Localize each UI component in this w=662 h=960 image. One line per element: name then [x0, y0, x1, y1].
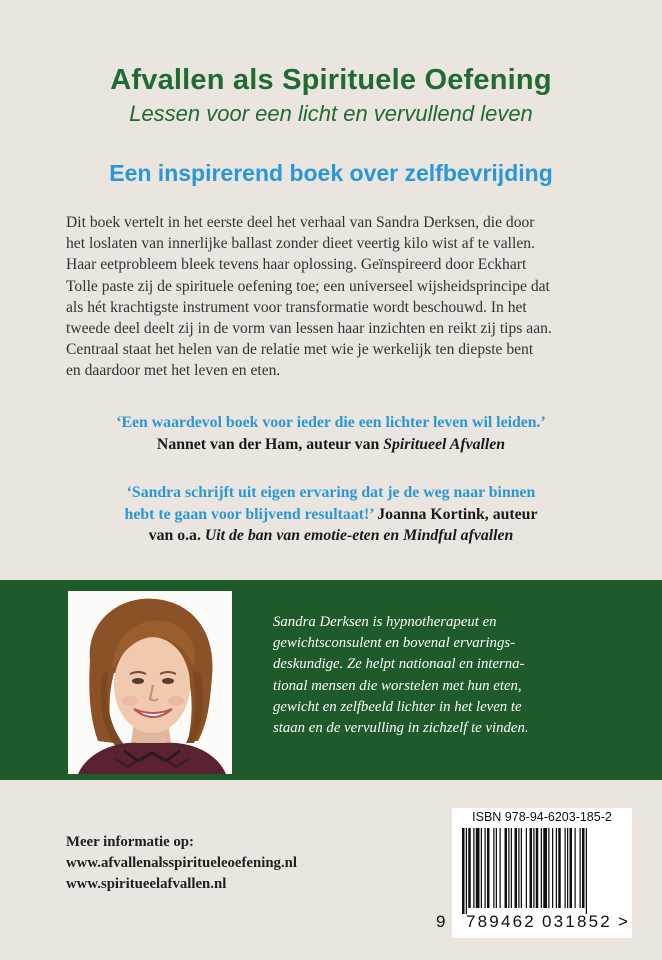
barcode-bar — [518, 828, 519, 908]
barcode-bar — [508, 828, 509, 908]
book-subtitle: Lessen voor een licht en vervullend leven — [129, 101, 533, 126]
barcode-bar — [487, 828, 490, 908]
barcode-bar — [536, 828, 539, 908]
barcode-bar — [500, 828, 501, 908]
quote-attribution — [0, 434, 662, 456]
barcode-bar — [476, 828, 480, 908]
barcode-bar — [552, 828, 553, 908]
barcode-bar — [481, 828, 482, 908]
barcode-bar — [558, 828, 561, 908]
quote-attribution — [0, 525, 662, 547]
barcode-bar — [496, 828, 497, 908]
barcode-bar — [582, 828, 585, 908]
barcode-bar — [541, 828, 542, 908]
quote-author: Nannet van der Ham, auteur van — [156, 435, 384, 453]
barcode-digit-first: 9 — [436, 912, 446, 931]
barcode-digits — [436, 912, 632, 934]
barcode-bar — [580, 828, 581, 908]
barcode-bar — [468, 828, 471, 908]
barcode-bars — [456, 828, 628, 914]
quote-work-title: Uit de ban van emotie-eten en Mindful afvallen — [204, 527, 514, 544]
bio-line: gewicht en zelfbeeld lichter in het leven te — [273, 698, 522, 715]
quote-text-line: ‘Sandra schrijft uit eigen ervaring dat je de weg naar binnen — [126, 484, 536, 501]
barcode-bar — [515, 828, 518, 908]
description-line: Dit boek vertelt in het eerste deel het verhaal van Sandra Derksen, die door — [66, 214, 535, 231]
author-photo — [68, 591, 232, 774]
website-link-1[interactable]: www.afvallenalsspiritueleoefening.nl — [66, 855, 297, 872]
barcode-bar — [575, 828, 576, 908]
barcode-arrow: > — [618, 912, 628, 931]
barcode-bar — [565, 828, 566, 908]
description-line: het loslaten van innerlijke ballast zonder dieet veertig kilo wist af te vallen. — [66, 235, 535, 253]
book-tagline: Een inspirerend boek over zelfbevrijding — [109, 160, 553, 186]
barcode-bar — [473, 828, 474, 908]
bio-line: gewichtsconsulent en bovenal ervarings- — [273, 635, 516, 652]
description-line: tweede deel deelt zij in de vorm van lessen haar inzichten en reikt zij tips aan. — [66, 320, 552, 338]
quote-text-line: hebt te gaan voor blijvend resultaat!’ — [124, 505, 374, 523]
quote-author: Joanna Kortink, auteur — [373, 505, 538, 523]
description-line: en daardoor met het leven en eten. — [66, 362, 281, 380]
description-line: Haar eetprobleem bleek tevens haar oplossing. Geïnspireerd door Eckhart — [66, 256, 527, 274]
author-bio — [273, 612, 633, 739]
barcode-digits-right: 031852 — [542, 912, 612, 931]
barcode-bar — [485, 828, 486, 908]
isbn-barcode — [436, 808, 632, 938]
quote-work-title: Spiritueel Afvallen — [383, 435, 506, 453]
author-portrait-image — [68, 591, 232, 774]
description-line: als hét krachtigste instrument voor transformatie wordt beschouwd. In het — [66, 298, 527, 316]
barcode-bar — [567, 828, 568, 908]
bio-line: deskundige. Ze helpt nationaal en interna- — [273, 656, 525, 673]
book-description — [66, 212, 606, 382]
barcode-bar — [505, 828, 508, 908]
quote-mixed-line — [0, 504, 662, 526]
barcode-bar — [462, 828, 465, 914]
barcode-bar — [548, 828, 549, 908]
barcode-bar — [521, 828, 522, 908]
bio-line: staan en de vervulling in zichzelf te vinden. — [273, 720, 529, 737]
review-quote-2 — [0, 482, 662, 547]
barcode-bar — [570, 828, 573, 908]
book-title: Afvallen als Spirituele Oefening — [110, 64, 552, 96]
barcode-bar — [533, 828, 534, 908]
barcode-bar — [586, 828, 587, 914]
more-info — [66, 832, 406, 896]
quote-author-cont: van o.a. — [148, 527, 205, 544]
website-link-2[interactable]: www.spiritueelafvallen.nl — [66, 876, 227, 893]
review-quote-1 — [0, 412, 662, 455]
bio-line: tional mensen die worstelen met hun eten, — [273, 677, 522, 694]
barcode-bar — [466, 828, 467, 914]
barcode-digits-left: 789462 — [466, 912, 536, 931]
isbn-label: ISBN 978-94-6203-185-2 — [472, 810, 612, 824]
barcode-bar — [493, 828, 494, 908]
barcode-bar — [530, 828, 533, 908]
barcode-bar — [556, 828, 557, 908]
description-line: Tolle paste zij de spirituele oefening toe; een universeel wijsheidsprincipe dat — [66, 277, 550, 295]
bio-line: Sandra Derksen is hypnotherapeut en — [273, 614, 497, 630]
barcode-bar — [511, 828, 512, 908]
quote-text: ‘Een waardevol boek voor ieder die een lichter leven wil leiden.’ — [116, 414, 546, 431]
description-line: Centraal staat het helen van de relatie met wie je werkelijk ten diepste bent — [66, 341, 534, 359]
barcode-bar — [526, 828, 527, 908]
barcode-bar — [543, 828, 547, 908]
more-info-label: Meer informatie op: — [66, 834, 194, 850]
